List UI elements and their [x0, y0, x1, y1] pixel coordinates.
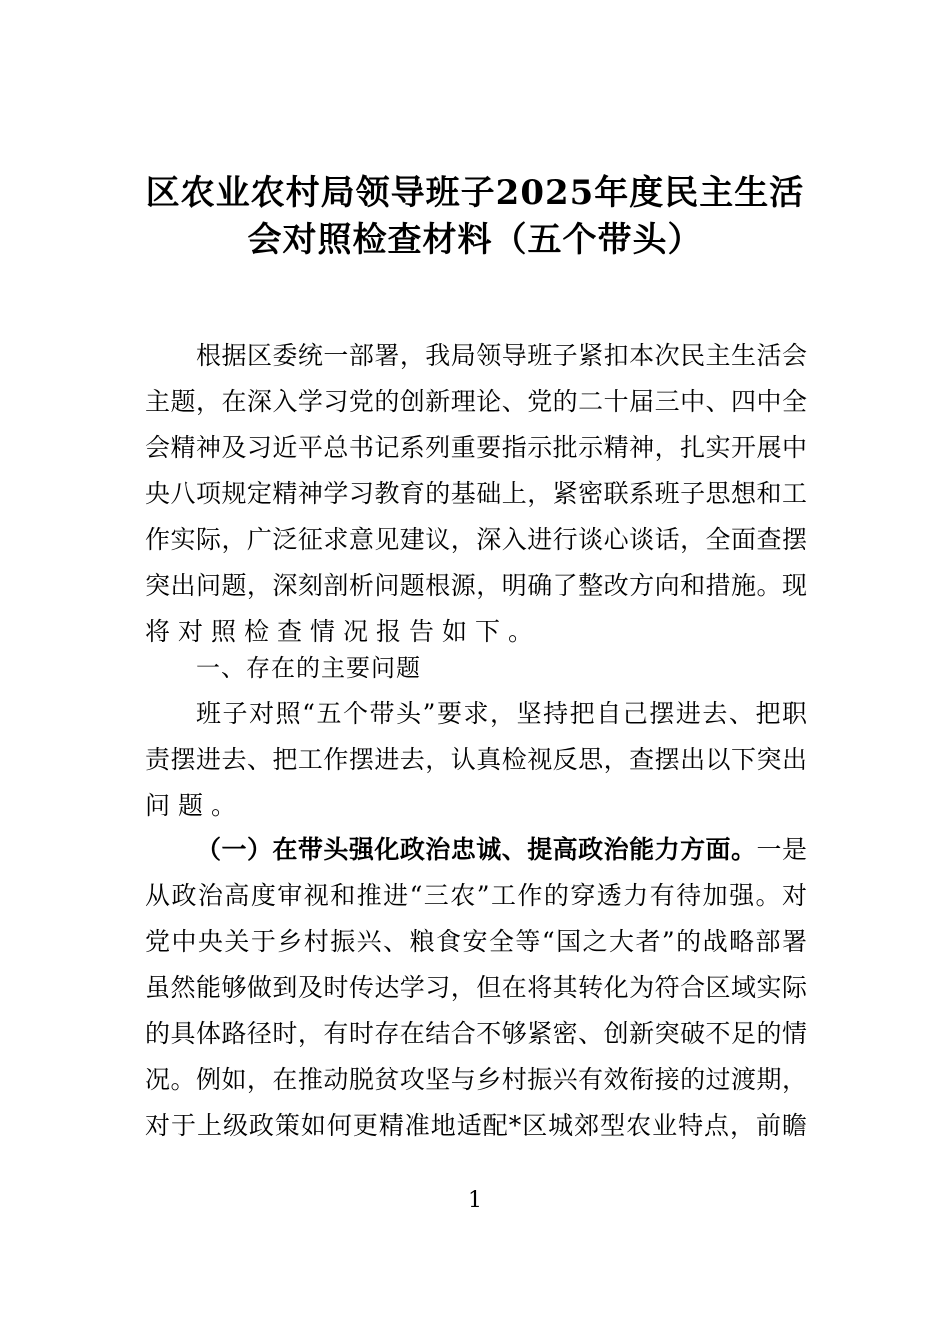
text-line: 况。例如，在推动脱贫攻坚与乡村振兴有效衔接的过渡期， — [145, 1065, 807, 1094]
section-heading — [145, 645, 807, 691]
text-line: 问题。 — [145, 791, 245, 820]
text-line: 班子对照“五个带头”要求，坚持把自己摆进去、把职 — [196, 699, 807, 728]
text-line: 对于上级政策如何更精准地适配*区城郊型农业特点，前瞻 — [145, 1111, 807, 1140]
text-line: 主题，在深入学习党的创新理论、党的二十届三中、四中全 — [145, 387, 807, 416]
text-line — [145, 827, 807, 873]
text-line: 作实际，广泛征求意见建议，深入进行谈心谈话，全面查摆 — [145, 525, 807, 554]
text-line: 会精神及习近平总书记系列重要指示批示精神，扎实开展中 — [145, 433, 807, 462]
document-title-line-1: 区农业农村局领导班子2025年度民主生活 — [145, 173, 805, 213]
text-line: 虽然能够做到及时传达学习，但在将其转化为符合区域实际 — [145, 973, 807, 1002]
page-number: 1 — [468, 1188, 482, 1213]
heading-text: 一、存在的主要问题 — [196, 654, 421, 682]
subsection-1-title: （一）在带头强化政治忠诚、提高政治能力方面。 — [196, 835, 757, 864]
intro-paragraph — [145, 333, 807, 655]
text-line: 从政治高度审视和推进“三农”工作的穿透力有待加强。对 — [145, 881, 807, 910]
text-line: 将对照检查情况报告如下。 — [145, 617, 542, 646]
subsection-1-paragraph — [145, 827, 807, 1149]
text-line: 根据区委统一部署，我局领导班子紧扣本次民主生活会 — [196, 341, 807, 370]
text-line: 突出问题，深刻剖析问题根源，明确了整改方向和措施。现 — [145, 571, 807, 600]
text-line: 责摆进去、把工作摆进去，认真检视反思，查摆出以下突出 — [145, 745, 807, 774]
text-fragment: 一是 — [756, 835, 807, 864]
text-line: 党中央关于乡村振兴、粮食安全等“国之大者”的战略部署 — [145, 927, 807, 956]
document-title-line-2: 会对照检查材料（五个带头） — [247, 220, 703, 260]
text-line: 央八项规定精神学习教育的基础上，紧密联系班子思想和工 — [145, 479, 807, 508]
text-line: 的具体路径时，有时存在结合不够紧密、创新突破不足的情 — [145, 1019, 807, 1048]
problems-intro-paragraph — [145, 691, 807, 829]
